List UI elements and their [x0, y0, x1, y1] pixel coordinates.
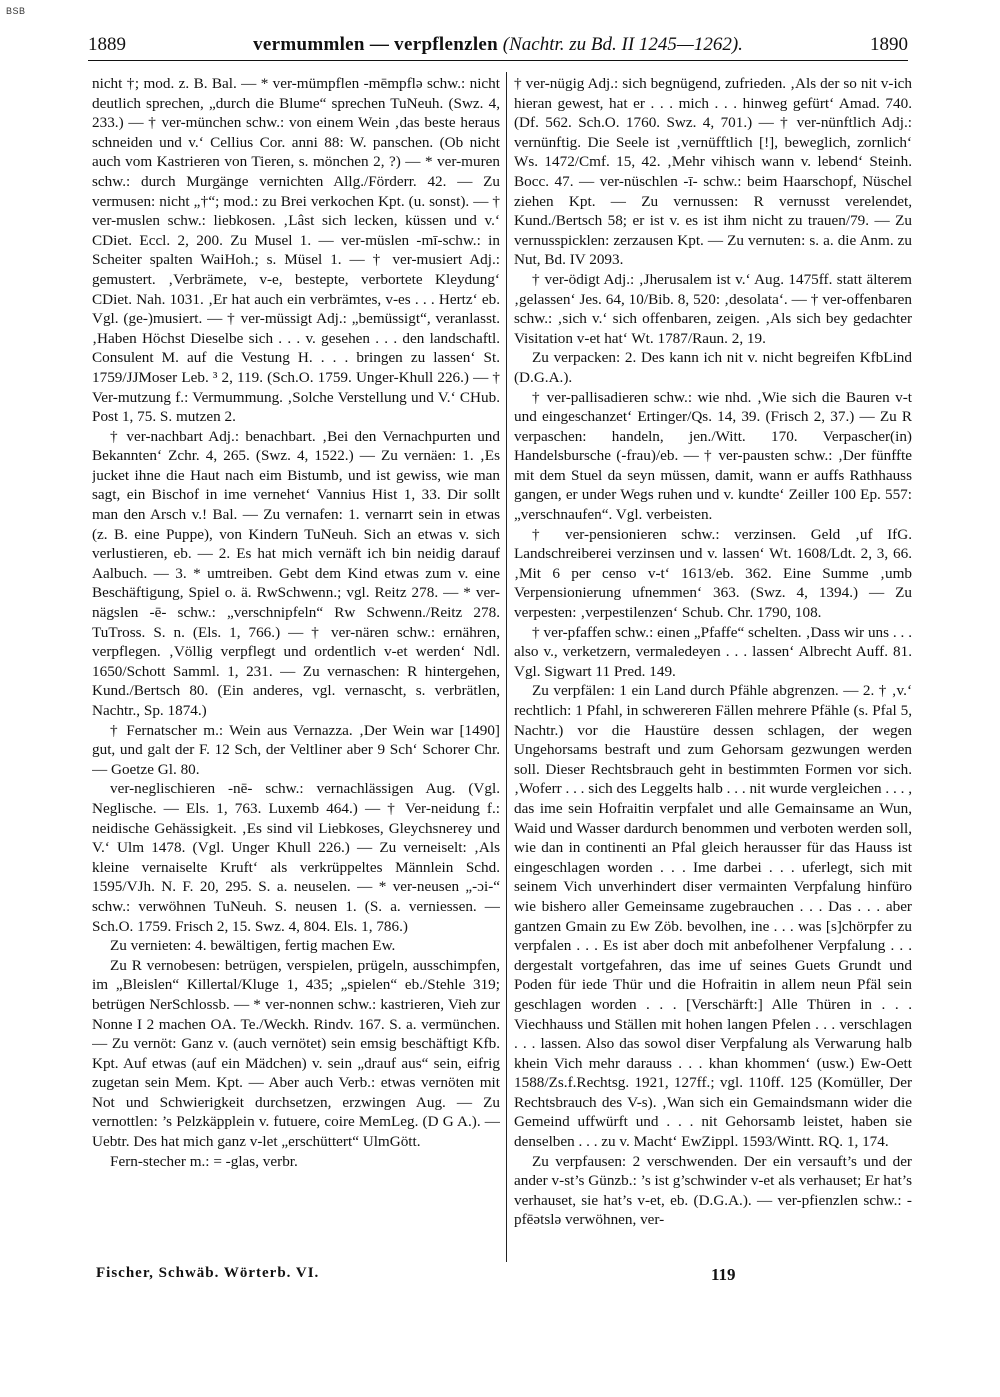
scan-label: BSB — [6, 6, 26, 16]
page-footer — [96, 1265, 808, 1287]
entry-paragraph: ver-neglischieren -nē- schw.: vernachlässigen Aug. (Vgl. Neglische. — Els. 1, 763. Luxemb 464.) — † Ver-neidung f.: neidische Gehässigkeit. ‚Es sind vil Liebkoses, Gleychsnerey und V.‘ Ulm 1478. (Vgl. Unger Khull 226.) — Zu verneiselt: ‚Als kleine vernaiselte Kruft‘ als verkrüppeltes Männlein Schd. 1595/VJh. N. F. 20, 295. S. a. neuselen. — * ver-neusen „-ɔi-“ schw.: verwöhnen TuNeuh. S. neusen 1. (S. a. verniessen. — Sch.O. 1759. Frisch 2, 15. Swz. 4, 804. Els. 1, 786.) — [92, 780, 500, 935]
publisher-line: Fischer, Schwäb. Wörterb. VI. — [96, 1265, 320, 1281]
entry-paragraph: † ver-ödigt Adj.: ‚Jherusalem ist v.‘ Aug. 1475ff. statt älterem ‚gelassen‘ Jes. 64, 10/Bib. 8, 520: ‚desolata‘. — † ver-offenbaren schw.: ‚sich v.‘ sich offenbaren, zeigen. ‚Als sich bey gedachter Visitation v-et hat‘ Wt. 1787/Raun. 2, 19. — [514, 270, 912, 347]
entry-paragraph: Zu verpacken: 2. Des kann ich nit v. nicht begreifen KfbLind (D.G.A.). — [514, 349, 912, 386]
entry-paragraph: † ver-pensionieren schw.: verzinsen. Geld ‚uf IfG. Landschreiberei verzinsen und v. lassen‘ Wt. 1608/Ldt. 2, 3, 66. ‚Mit 6 per censo v-t‘ 1613/eb. 362. Eine Summe ‚umb Verpensionierung ufnemmen‘ 363. (Swz. 4, 1394.) — Zu verpesten: ‚verpestilenzen‘ Schub. Chr. 1790, 108. — [514, 525, 912, 622]
entry-paragraph: Zu verpfälen: 1 ein Land durch Pfähle abgrenzen. — 2. † ‚v.‘ rechtlich: 1 Pfahl, in schwereren Fällen mehrere Pfähle (s. Pfal 5, Nachtr.) vor die Haustüre dessen schlagen, der wegen Ungehorsams bestraft und zum Gehorsam gezwungen werden soll. Dieser Rechtsbrauch geht in bestimmten Formen vor sich. ‚Woferr . . . sich des Leggelts halb . . . nit wurde vergleichen . . . , das ime sein Hofraitin verpfalet und alle Gemainsame an Wun, Waid und Wasser dardurch benommen und verboten werden soll, wie dan in continenti an Pfal gleich herausser für das Hauss ist eingeschlagen worden . . . Ime darbei . . . uferlegt, sich mit seinem Vich unverhindert diser vermainten Verpfalung hinfüro wie bishero aller Gemeinsame zugebrauchen . . . Das . . . aber gantzen Gmain zu Ew Zöb. bevolhen, ine . . . was [s]chörpfer zu verpfalen . . . Es ist aber doch mit anbefolhener Verpfalung . . . dergestalt vortgefahren, das ime uf seines Guets Grundt und Poden für iede Thür und die Hofraitin in allem neun Pfäl sein geschlagen worden . . . [Verschärft:] Alle Thüren in . . . Viechhauss und Ställen mit hohen langen Pfelen . . . verschlagen . . . lassen. Also das sowol diser Verpfalung als Verwarung halb khein Vich mehr darauss . . . khan khommen‘ (usw.) Ew-Oett 1588/Zs.f.Rechtsg. 1921, 127ff.; vgl. 110ff. 125 (Komüller, Der Rechtsbrauch des V-s). ‚Wan sich ein Gemaindsmann wider die Gemeind uffwürft und . . . nit Gehorsamb leistet, haben sie denselben . . . zu v. Macht‘ EwZippl. 1593/Wintt. RQ. 1, 174. — [514, 682, 912, 1151]
column-divider — [506, 72, 507, 1262]
running-title — [88, 34, 908, 56]
entry-paragraph: † ver-nachbart Adj.: benachbart. ‚Bei den Vernachpurten und Bekannten‘ Zchr. 4, 265. (Swz. 4, 1522.) — Zu vernäen: 1. ‚Es jucket ihne die Haut nach eim Bistumb, und ist gewiss, wie man sagt, ein Bischof in ime vernehet‘ Vannius Hist 1, 33. Dir sollt man den Arsch v.! Bal. — Zu vernafen: 1. vernarrt sein in etwas (z. B. eine Puppe), von Kindern TuNeuh. Sich an etwas v. sich verlustieren, eb. — 2. Es hat mich vernäft ich bin neidig darauf Aalbuch. — 3. * umtreiben. Gebt dem Kind etwas zum v. eine Beschäftigung, Spiel o. ä. RwSchwenn.; vgl. Reitz 278. — * ver-nägslen -ē- schw.: „verschnipfeln“ Rw Schwenn./Reitz 278. TuTross. S. n. (Els. 1, 766.) — † ver-nären schw.: ernähren, verpflegen. ‚Völlig verpflegt und ordentlich v-et werden‘ Ndl. 1650/Schott Samml. 1, 231. — Zu vernaschen: R hintergehen, Kund./Bertsch 80. (Ein anderes, vgl. vernascht, s. verbrätlen, Nachtr., Sp. 1874.) — [92, 427, 500, 719]
entry-paragraph: † ver-pallisadieren schw.: wie nhd. ‚Wie sich die Bauren v-t und eingeschanzet‘ Ertinger/Qs. 14, 39. (Frisch 2, 37.) — Zu R verpaschen: handeln, jen./Witt. 170. Verpascher(in) Handelsbursche (-frau)/eb. — † ver-pausten schw.: ‚Der fünffte mit dem Stuel da seyn müssen, damit, wann er auffs Rathhauss gangen, er under Wegs ruhen und v. kundte‘ Zeiller 100 Ep. 557: „verschnaufen“. Vgl. verbeisten. — [514, 388, 912, 524]
sheet-signature: 119 — [711, 1265, 736, 1284]
page-number-right: 1890 — [870, 34, 908, 55]
entry-paragraph: † ver-nügig Adj.: sich begnügend, zufrieden. ‚Als der so nit v-ich hieran gewest, hat er . . . mich . . . hinweg gefürt‘ Amad. 740. (Df. 562. Sch.O. 1760. Swz. 4, 701.) — † ver-nünftlich Adj.: vernünftig. Die Seele ist ‚vernüfftlich [!], beweglich, zornlich‘ Ws. 1472/Cmf. 15, 42. ‚Mehr vihisch wann v. lebend‘ Steinh. Bocc. 47. — ver-nüschlen -ī- schw.: beim Haarschopf, Nüschel ziehen Kpt. — Zu vernussen: R vernusst verelendet, Kund./Bertsch 58; er ist v. es ist ihm nicht zu trauen/79. — Zu vernusspicklen: zerzausen Kpt. — Zu vernuten: s. a. die Anm. zu Nut, Bd. IV 2093. — [514, 75, 912, 269]
entry-paragraph: † Fernatscher m.: Wein aus Vernazza. ‚Der Wein war [1490] gut, und galt der F. 12 Sch, der Veltliner aber 9 Sch‘ Schorer Chr. — Goetze Gl. 80. — [92, 721, 500, 778]
entry-paragraph: Fern-stecher m.: = -glas, verbr. — [110, 1152, 298, 1170]
right-column — [514, 74, 912, 1254]
entry-paragraph: Zu R vernobesen: betrügen, verspielen, prügeln, ausschimpfen, im „Bleislen“ Killertal/Kluge 1, 435; „spielen“ eb./Stehle 319; betrügen NerSchlossb. — * ver-nonnen schw.: kastrieren, Vieh zur Nonne I 2 machen OA. Te./Weckh. Rindv. 167. S. a. vermünchen. — Zu vernöt: Ganz v. (auch vernötet) sein emsig beschäftigt Kfb. Kpt. Auf etwas (auf ein Mädchen) v. sein „drauf aus“ sein, eifrig zugetan sein Mem. Kpt. — Aber auch Verb.: etwas vernöten mit Not und Schwierigkeit durchsetzen, erzwingen Aug. — Zu vernottlen: ’s Pelzkäpplein v. futuere, coire MemLeg. (D G A.). — Uebtr. Des hat mich ganz v-let „erschüttert“ UlmGött. — [92, 956, 500, 1151]
running-title-range: (Nachtr. zu Bd. II 1245—1262). — [502, 34, 743, 55]
running-title-words: vermummlen — verpflenzlen — [253, 34, 499, 55]
entry-paragraph: Zu verpfausen: 2 verschwenden. Der ein versauft’s und der ander v-st’s Günzb.: ’s ist g’schwinder v-et als verhauset; Er hat’s verhauset, sie hat’s v-et, eb. (D.G.A.). — ver-pfienzlen schw.: -pfēətslə verwöhnen, ver- — [514, 1152, 912, 1229]
entry-paragraph: nicht †; mod. z. B. Bal. — * ver-mümpflen -mēmpflə schw.: nicht deutlich sprechen, „durch die Blume“ sprechen TuNeuh. (Swz. 4, 233.) — † ver-münchen schw.: von einem Wein ‚das beste heraus schneiden und v.‘ Cellius Cor. anni 88: W. panschen. (Ob nicht auch vom Kastrieren von Tieren, s. mönchen 2, ?) — * ver-muren schw.: durch Murgänge vernichten Allg./Förderr. 42. — Zu vermusen: nicht „†“; mod.: zu Brei verkochen Kpt. (u. sonst). — † ver-muslen schw.: liebkosen. ‚Lâst sich lecken, küssen und v.‘ CDiet. Eccl. 2, 200. Zu Musel 1. — ver-müslen -mī-schw.: in Scheiter spalten WaiHoh.; s. Müsel 1. — † ver-musiert Adj.: gemustert. ‚Verbrämete, v-e, bestepte, verbortete Kleydung‘ CDiet. Nah. 1031. ‚Er hat auch ein verbrämtes, v-es . . . Hertz‘ eb. Vgl. (ge-)musiert. — † ver-müssigt Adj.: „bemüssigt“, veranlasst. ‚Haben Höchst Dieselbe sich . . . v. gesehen . . . den landschaftl. Consulent M. auf die Vestung H. . . . bringen zu lassen‘ St. 1759/JJMoser Leb. ³ 2, 119. (Sch.O. 1759. Unger-Khull 226.) — † Ver-mutzung f.: Vermummung. ‚Solche Verstellung und V.‘ CHub. Post 1, 75. S. mutzen 2. — [92, 75, 500, 426]
entry-paragraph: Zu vernieten: 4. bewältigen, fertig machen Ew. — [110, 937, 396, 955]
page-number-left: 1889 — [88, 34, 126, 55]
page-header — [88, 30, 908, 58]
entry-paragraph: † ver-pfaffen schw.: einen „Pfaffe“ schelten. ‚Dass wir uns . . . also v., verketzern, vermaledeyen . . . lassen‘ Albrecht Auff. 81. Vgl. Sigwart 11 Pred. 149. — [514, 623, 912, 680]
header-rule — [88, 60, 908, 61]
left-column — [92, 74, 500, 1254]
